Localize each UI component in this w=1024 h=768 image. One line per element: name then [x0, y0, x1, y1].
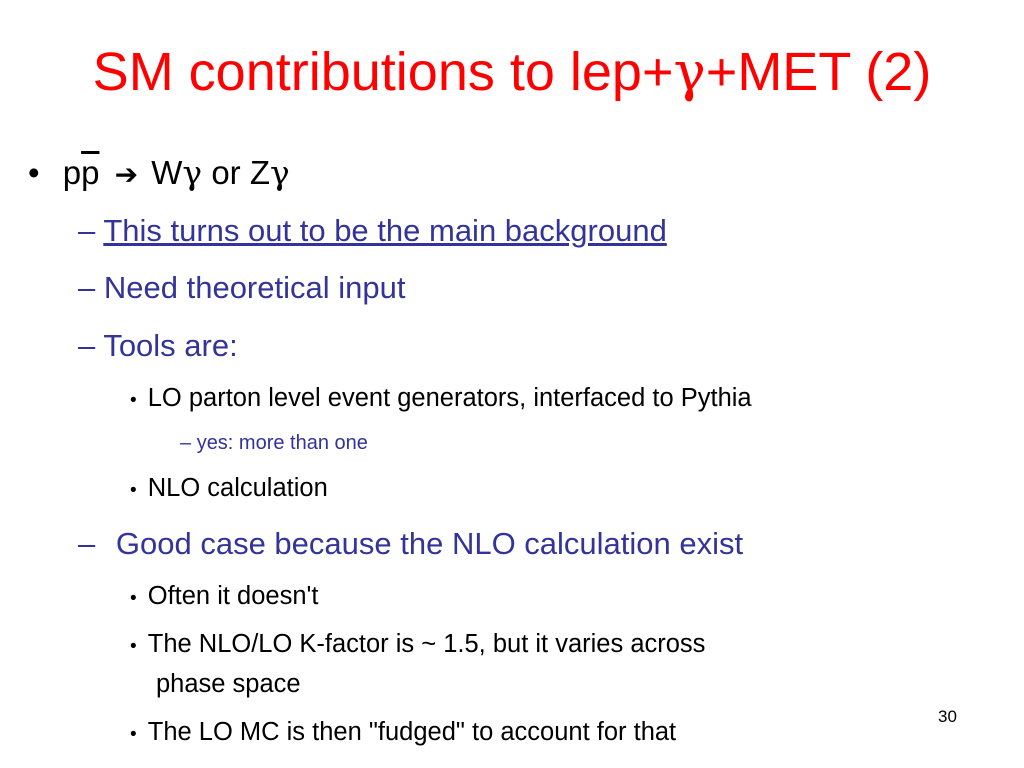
process-w: W — [151, 154, 183, 191]
sub-bullet-main-background — [78, 213, 667, 249]
process-p: p — [62, 154, 82, 191]
title-suffix: +MET (2) — [705, 42, 932, 102]
main-background-link[interactable]: This turns out to be the main background — [103, 213, 667, 248]
sub-bullet-text: Good case because the NLO calculation exist — [115, 526, 744, 561]
sub-bullet-theoretical-input — [78, 270, 405, 306]
bullet-marker: • — [130, 724, 137, 745]
case-k-factor-continued — [156, 670, 301, 699]
tool-text: NLO calculation — [147, 474, 328, 502]
tool-text: LO parton level event generators, interfaced to Pythia — [147, 384, 752, 412]
case-text-line2: phase space — [156, 670, 301, 698]
case-often-doesnt — [130, 582, 318, 611]
note-text: yes: more than one — [196, 432, 368, 454]
slide-number: 30 — [938, 707, 957, 726]
process-or-z: or Z — [211, 154, 270, 191]
gamma-symbol: γ — [182, 153, 203, 192]
bullet-marker: • — [130, 390, 137, 411]
slide-title — [0, 40, 1024, 104]
bullet-marker: • — [130, 480, 137, 501]
bullet-marker: • — [130, 588, 137, 609]
tool-note-more-than-one — [180, 432, 368, 455]
dash-marker: – — [78, 270, 96, 305]
case-k-factor — [130, 630, 705, 659]
tool-lo-generators — [130, 384, 752, 413]
title-prefix: SM contributions to lep+ — [92, 42, 674, 102]
bullet-process — [28, 153, 290, 192]
dash-marker: – — [78, 213, 96, 248]
tool-nlo-calculation — [130, 474, 328, 503]
sub-bullet-tools — [78, 328, 238, 364]
case-lo-mc-fudged — [130, 718, 676, 747]
case-text-line1: The NLO/LO K-factor is ~ 1.5, but it varies across — [147, 630, 706, 658]
bullet-marker: • — [28, 154, 40, 191]
dash-marker: – — [180, 432, 192, 454]
gamma-symbol: γ — [270, 153, 290, 192]
title-gamma-symbol: γ — [673, 40, 706, 103]
sub-bullet-good-case — [78, 526, 743, 562]
sub-bullet-text: Tools are: — [103, 328, 238, 363]
case-text: The LO MC is then "fudged" to account for that — [147, 718, 677, 746]
dash-marker: – — [78, 526, 96, 561]
dash-marker: – — [78, 328, 96, 363]
case-text: Often it doesn't — [147, 582, 319, 610]
sub-bullet-text: Need theoretical input — [103, 270, 406, 305]
arrow-icon: ➔ — [114, 158, 139, 191]
process-pbar: $\overline{p}$ — [81, 154, 100, 191]
bullet-marker: • — [130, 636, 137, 657]
